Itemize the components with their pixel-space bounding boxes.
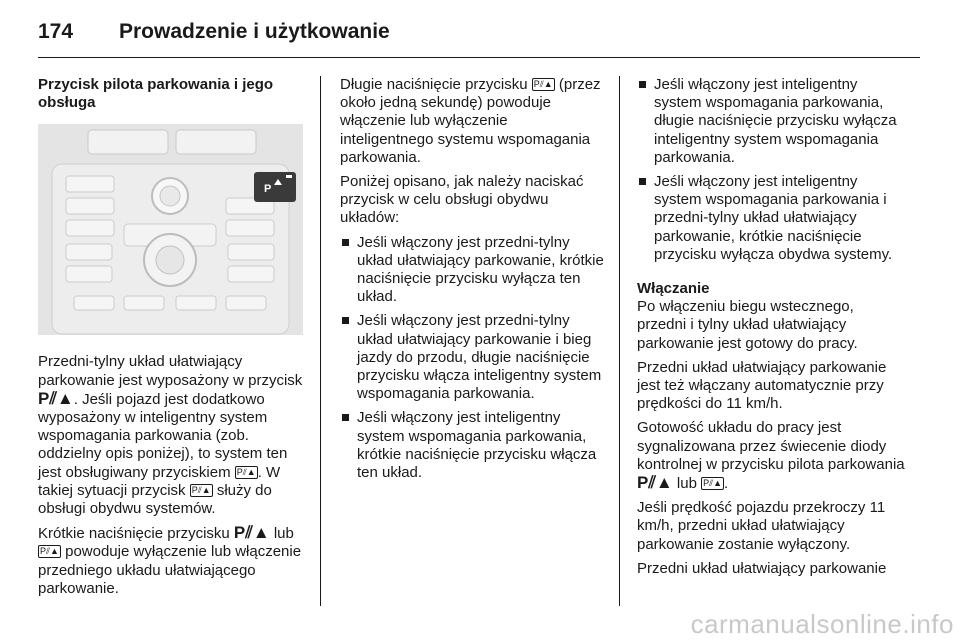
led-indicator [286,175,292,178]
watermark: carmanualsonline.info [690,609,954,639]
center-console-illustration [38,124,303,335]
page-header [38,14,920,58]
list-item: Jeśli włączony jest inteligentny system wspomagania parkowania i przedni-tylny układ ułatwiający parkowanie, krótkie naciśnięcie przycisku wyłącza obydwa systemy. [637,173,907,264]
park-button-label: P [264,183,272,196]
paragraph: Jeśli prędkość pojazdu przekroczy 11 km/h, przedni układ ułatwiający parkowanie zostanie wyłączony. [637,499,886,553]
paragraph: Przedni układ ułatwiający parkowanie [637,559,887,577]
list-item: Jeśli włączony jest przedni-tylny układ ułatwiający parkowanie, krótkie naciśnięcie przycisku wyłącza ten układ. [340,234,605,307]
paragraph: Poniżej opisano, jak należy naciskać przycisk w celu obsługi obydwu układów: [340,173,584,227]
park-pilot-icon: P⫽▲ [637,473,673,493]
paragraph: Przedni-tylny układ ułatwiający parkowanie jest wyposażony w przycisk P⫽▲. Jeśli pojazd jest dodatkowo wyposażony w inteligentny system wspomagania parkowania (zob. oddzielny opis poniżej), to system ten jest obsługiwany przyciskiem P⫽▲ . W takiej sytuacji przycisk P⫽▲ służy do obsługi obydwu systemów. [38,353,303,518]
section-heading: Włączanie [637,280,710,298]
park-assist-button-icon: P⫽▲ [703,478,723,489]
park-assist-button-icon: P⫽▲ [236,466,256,477]
park-pilot-icon: P⫽▲ [233,523,270,543]
paragraph: Po włączeniu biegu wstecznego, przedni i tylny układ ułatwiający parkowanie jest gotowy do pracy. [637,298,858,352]
column-1 [38,76,306,604]
column-2 [340,76,605,488]
paragraph: Długie naciśnięcie przycisku P⫽▲ (przez około jedną sekundę) powoduje włączenie lub wyłączenie inteligentnego systemu wspomagania parkowania. [340,76,601,166]
page-number: 174 [38,20,74,43]
column-divider [320,76,321,606]
section-heading: Przycisk pilota parkowania i jego obsługa [38,76,274,112]
park-pilot-icon: P⫽▲ [38,388,74,408]
column-divider [619,76,620,606]
dashboard-figure [38,124,303,335]
park-assist-button-icon: P⫽▲ [191,484,211,495]
paragraph: Przedni układ ułatwiający parkowanie jest też włączany automatycznie przy prędkości do 11 km/h. [637,358,887,413]
list-item: Jeśli włączony jest przedni-tylny układ ułatwiający parkowanie i bieg jazdy do przodu, długie naciśnięcie przycisku włącza inteligentny system wspomagania parkowania. [340,312,605,403]
list-item: Jeśli włączony jest inteligentny system wspomagania parkowania, krótkie naciśnięcie przycisku włącza ten układ. [340,409,605,482]
list-item: Jeśli włączony jest inteligentny system wspomagania parkowania, długie naciśnięcie przycisku wyłącza inteligentny system wspomagania parkowania. [637,76,907,167]
column-3 [637,76,907,584]
park-assist-button-icon: P⫽▲ [40,546,59,557]
paragraph: Gotowość układu do pracy jest sygnalizowana przez świecenie diody kontrolnej w przycisku pilota parkowania P⫽▲ lub P⫽▲ . [637,419,905,493]
paragraph: Krótkie naciśnięcie przycisku P⫽▲ lub P⫽▲ powoduje wyłączenie lub włączenie przedniego układu ułatwiającego parkowanie. [38,523,302,597]
park-assist-button-icon: P⫽▲ [533,79,553,89]
bullet-list [637,76,907,264]
page-title: Prowadzenie i użytkowanie [119,20,390,43]
bullet-list [340,234,605,483]
